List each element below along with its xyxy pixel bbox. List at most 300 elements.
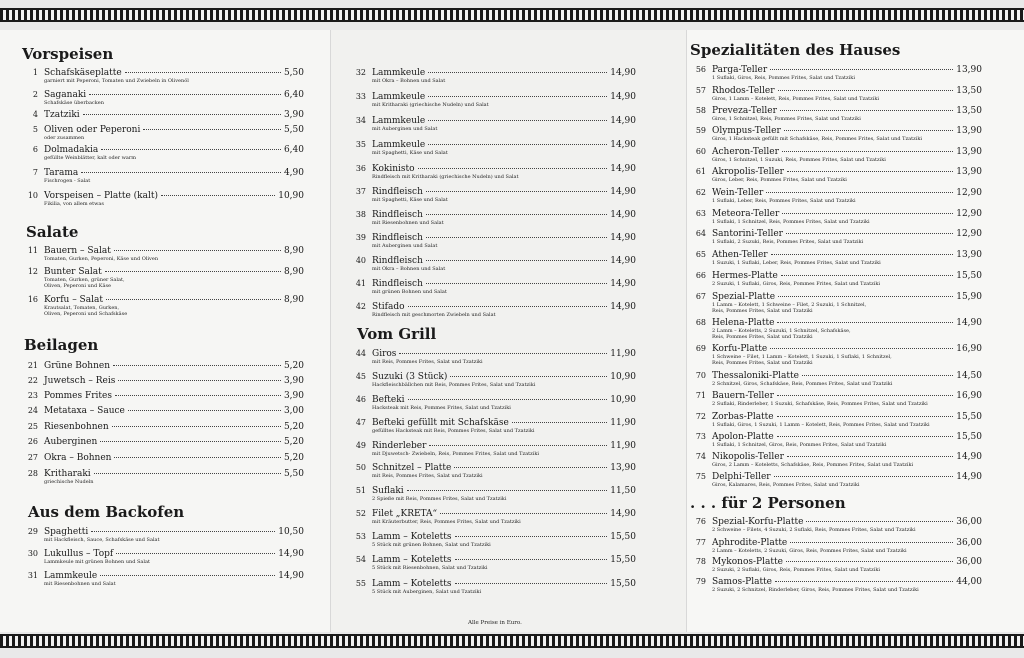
item-description: Reis, Pommes Frites, Salat und Tzatziki <box>712 308 813 314</box>
menu-item <box>350 140 636 156</box>
leader-dots <box>782 212 953 214</box>
item-number: 69 <box>695 344 706 353</box>
menu-item <box>690 391 982 407</box>
item-number: 41 <box>355 279 366 288</box>
item-description: mit Kräuterbutter, Reis, Pommes Frites, Salat und Tzatziki <box>372 519 521 525</box>
item-description: mit Riesenbohnen und Salat <box>372 220 444 226</box>
item-price: 14,90 <box>610 187 636 197</box>
menu-item <box>22 110 304 120</box>
item-name: Lukullus – Topf <box>44 549 114 559</box>
menu-item <box>690 271 982 287</box>
item-price: 13,50 <box>956 106 982 116</box>
section-title: Salate <box>26 223 79 241</box>
leader-dots <box>426 213 607 215</box>
item-name: Meteora-Teller <box>712 209 780 219</box>
menu-item <box>22 295 304 317</box>
menu-item <box>350 92 636 108</box>
item-number: 23 <box>27 391 38 400</box>
leader-dots <box>786 232 953 234</box>
item-number: 26 <box>27 437 38 446</box>
menu-item <box>690 147 982 163</box>
item-name: Lammkeule <box>372 116 426 126</box>
leader-dots <box>81 171 281 173</box>
leader-dots <box>125 71 281 73</box>
item-description: Giros, Leber, Reis, Pommes Frites, Salat und Tzatziki <box>712 177 847 183</box>
leader-dots <box>426 259 607 261</box>
item-description: 2 Suzuki, 2 Schnitzel, Rinderleber, Giros, Reis, Pommes Frites, Salat und Tzatziki <box>712 587 919 593</box>
item-description: 1 Suflaki, Giros, 1 Suzuki, 1 Lamm – Kotelett, Reis, Pommes Frites, Salat und Tzatziki <box>712 422 930 428</box>
item-description: Giros, 1 Lamm – Kotelett, Reis, Pommes Frites, Salat und Tzatziki <box>712 96 879 102</box>
leader-dots <box>426 190 607 192</box>
item-name: Metataxa – Sauce <box>44 406 125 416</box>
item-price: 14,90 <box>278 549 304 559</box>
item-description: mit Okra – Bohnen und Salat <box>372 78 446 84</box>
item-number: 42 <box>355 302 366 311</box>
item-name: Lamm – Koteletts <box>372 532 452 542</box>
item-description: mit Reis, Pommes Frites, Salat und Tzatziki <box>372 359 483 365</box>
leader-dots <box>426 282 607 284</box>
leader-dots <box>781 274 953 276</box>
item-number: 12 <box>27 267 38 276</box>
item-name: Oliven oder Peperoni <box>44 125 141 135</box>
item-description: mit Riesenbohnen und Salat <box>44 581 116 587</box>
menu-item <box>350 372 636 388</box>
leader-dots <box>455 582 608 584</box>
item-name: Parga-Teller <box>712 65 768 75</box>
item-price: 13,90 <box>956 126 982 136</box>
item-number: 77 <box>695 538 706 547</box>
item-description: Tomaten, Gurken, Peperoni, Käse und Oliven <box>44 256 159 262</box>
item-name: Lamm – Koteletts <box>372 555 452 565</box>
item-description: gefüllte Weinblätter, kalt oder warm <box>44 155 137 161</box>
menu-item <box>690 106 982 122</box>
item-description: 5 Stück mit Riesenbohnen, Salat und Tzatziki <box>372 565 488 571</box>
item-number: 63 <box>695 209 706 218</box>
item-number: 62 <box>695 188 706 197</box>
item-price: 3,00 <box>283 406 304 416</box>
item-description: griechische Nudeln <box>44 479 94 485</box>
item-price: 13,90 <box>610 463 636 473</box>
leader-dots <box>112 425 281 427</box>
item-price: 36,00 <box>956 557 982 567</box>
menu-item <box>350 395 636 411</box>
item-price: 15,50 <box>956 271 982 281</box>
menu-item <box>690 538 982 554</box>
item-description: Oliven, Peperoni und Käse <box>44 283 112 289</box>
item-price: 5,50 <box>283 125 304 135</box>
item-price: 36,00 <box>956 517 982 527</box>
item-description: mit Hackfleisch, Sauce, Schafskäse und Salat <box>44 537 160 543</box>
item-price: 14,90 <box>956 472 982 482</box>
leader-dots <box>408 398 608 400</box>
item-name: Kokinisto <box>372 164 415 174</box>
menu-item <box>22 246 304 262</box>
menu-item <box>22 549 304 565</box>
item-name: Acheron-Teller <box>712 147 779 157</box>
item-description: mit Auberginen und Salat <box>372 243 438 249</box>
item-description: Giros, Kalamares, Reis, Pommes Frites, Salat und Tzatziki <box>712 482 860 488</box>
item-name: Rindfleisch <box>372 233 423 243</box>
leader-dots <box>786 560 953 562</box>
leader-dots <box>429 444 607 446</box>
menu-item <box>690 472 982 488</box>
item-price: 5,50 <box>283 469 304 479</box>
leader-dots <box>116 552 275 554</box>
item-price: 15,50 <box>956 412 982 422</box>
leader-dots <box>418 167 608 169</box>
item-name: Rindfleisch <box>372 279 423 289</box>
menu-item <box>350 279 636 295</box>
item-number: 79 <box>695 577 706 586</box>
menu-item <box>690 432 982 448</box>
menu-item <box>22 267 304 289</box>
item-price: 10,90 <box>610 395 636 405</box>
item-price: 13,90 <box>956 250 982 260</box>
item-name: Bauern-Teller <box>712 391 774 401</box>
item-number: 73 <box>695 432 706 441</box>
item-name: Rindfleisch <box>372 210 423 220</box>
item-description: mit Spaghetti, Käse und Salat <box>372 197 448 203</box>
item-price: 6,40 <box>283 90 304 100</box>
leader-dots <box>106 298 281 300</box>
item-number: 31 <box>27 571 38 580</box>
menu-item <box>22 422 304 432</box>
item-description: 2 Schweine – Filets, 4 Suzuki, 2 Suflaki, Reis, Pommes Frites, Salat und Tzatziki <box>712 527 916 533</box>
item-price: 13,90 <box>956 65 982 75</box>
item-description: 1 Lamm – Kotelett, 1 Schweine – Filet, 2 Suzuki, 1 Schnitzel, <box>712 302 867 308</box>
item-price: 3,90 <box>283 391 304 401</box>
item-price: 11,50 <box>610 486 636 496</box>
leader-dots <box>777 321 953 323</box>
item-price: 14,90 <box>610 279 636 289</box>
leader-dots <box>428 95 607 97</box>
item-price: 5,20 <box>283 361 304 371</box>
item-price: 3,90 <box>283 376 304 386</box>
item-number: 22 <box>27 376 38 385</box>
item-number: 21 <box>27 361 38 370</box>
item-price: 12,90 <box>956 209 982 219</box>
menu-item <box>350 532 636 548</box>
menu-item <box>690 557 982 573</box>
leader-dots <box>89 93 281 95</box>
item-description: oder zusammen <box>44 135 85 141</box>
item-number: 5 <box>32 125 38 134</box>
item-description: 2 Schnitzel, Giros, Schafskäse, Reis, Pommes Frites, Salat und Tzatziki <box>712 381 893 387</box>
item-price: 14,90 <box>278 571 304 581</box>
leader-dots <box>83 113 281 115</box>
item-name: Spaghetti <box>44 527 89 537</box>
item-number: 68 <box>695 318 706 327</box>
leader-dots <box>100 440 281 442</box>
item-name: Tarama <box>44 168 79 178</box>
item-price: 4,90 <box>283 168 304 178</box>
menu-item <box>350 418 636 434</box>
leader-dots <box>408 305 608 307</box>
item-price: 5,20 <box>283 422 304 432</box>
item-description: 2 Suzuki, 2 Suflaki, Giros, Reis, Pommes Frites, Salat und Tzatziki <box>712 567 881 573</box>
item-name: Okra – Bohnen <box>44 453 112 463</box>
leader-dots <box>777 415 954 417</box>
menu-item <box>350 210 636 226</box>
item-price: 8,90 <box>283 267 304 277</box>
item-description: gefülltes Hacksteak mit Reis, Pommes Frites, Salat und Tzatziki <box>372 428 535 434</box>
item-price: 11,90 <box>610 349 636 359</box>
item-description: Giros, 1 Schnitzel, 1 Suzuki, Reis, Pommes Frites, Salat und Tzatziki <box>712 157 886 163</box>
menu-item <box>690 167 982 183</box>
menu-item <box>22 68 304 84</box>
item-price: 12,90 <box>956 188 982 198</box>
item-description: Hacksteak mit Reis, Pommes Frites, Salat und Tzatziki <box>372 405 511 411</box>
item-description: Fischrogen - Salat <box>44 178 91 184</box>
item-price: 15,50 <box>610 579 636 589</box>
item-name: Nikopolis-Teller <box>712 452 784 462</box>
item-name: Riesenbohnen <box>44 422 109 432</box>
item-number: 38 <box>355 210 366 219</box>
item-name: Wein-Teller <box>712 188 764 198</box>
menu-item <box>690 250 982 266</box>
leader-dots <box>100 574 275 576</box>
item-price: 3,90 <box>283 110 304 120</box>
item-price: 14,90 <box>610 256 636 266</box>
item-number: 27 <box>27 453 38 462</box>
greek-key-border-bottom <box>0 634 1024 648</box>
item-price: 6,40 <box>283 145 304 155</box>
leader-dots <box>399 352 607 354</box>
item-name: Bunter Salat <box>44 267 102 277</box>
item-number: 28 <box>27 469 38 478</box>
item-price: 15,50 <box>610 555 636 565</box>
item-name: Spezial-Platte <box>712 292 776 302</box>
leader-dots <box>778 89 954 91</box>
leader-dots <box>512 421 607 423</box>
item-name: Vorspeisen – Platte (kalt) <box>44 191 158 201</box>
item-number: 51 <box>355 486 366 495</box>
item-description: Lammkeule mit grünen Bohnen und Salat <box>44 559 150 565</box>
leader-dots <box>428 143 607 145</box>
item-number: 34 <box>355 116 366 125</box>
item-description: Schafskäse überbacken <box>44 100 104 106</box>
item-number: 61 <box>695 167 706 176</box>
item-description: 1 Suflaki, Leber, Reis, Pommes Frites, Salat und Tzatziki <box>712 198 856 204</box>
item-number: 16 <box>27 295 38 304</box>
menu-item <box>690 126 982 142</box>
item-number: 65 <box>695 250 706 259</box>
leader-dots <box>407 489 608 491</box>
menu-item <box>350 256 636 272</box>
leader-dots <box>118 379 281 381</box>
item-name: Akropolis-Teller <box>712 167 784 177</box>
item-price: 14,90 <box>610 68 636 78</box>
leader-dots <box>780 109 953 111</box>
item-description: 1 Schweine – Filet, 1 Lamm – Kotelett, 1 Suzuki, 1 Suflaki, 1 Schnitzel, <box>712 354 892 360</box>
item-name: Kritharaki <box>44 469 91 479</box>
item-name: Korfu-Platte <box>712 344 768 354</box>
item-name: Dolmadakia <box>44 145 99 155</box>
item-description: mit Reis, Pommes Frites, Salat und Tzatziki <box>372 473 483 479</box>
item-number: 66 <box>695 271 706 280</box>
item-name: Schnitzel – Platte <box>372 463 452 473</box>
item-name: Delphi-Teller <box>712 472 771 482</box>
item-description: mit Djuwetsch- Zwiebeln, Reis, Pommes Frites, Salat und Tzatziki <box>372 451 539 457</box>
item-number: 45 <box>355 372 366 381</box>
section-title: Spezialitäten des Hauses <box>690 41 901 59</box>
item-name: Rindfleisch <box>372 187 423 197</box>
menu-item <box>22 191 304 207</box>
greek-key-border-top <box>0 8 1024 22</box>
item-number: 29 <box>27 527 38 536</box>
item-price: 13,50 <box>956 86 982 96</box>
item-price: 14,90 <box>610 302 636 312</box>
menu-item <box>690 292 982 314</box>
leader-dots <box>766 191 953 193</box>
item-number: 49 <box>355 441 366 450</box>
item-number: 39 <box>355 233 366 242</box>
item-name: Preveza-Teller <box>712 106 777 116</box>
item-name: Santorini-Teller <box>712 229 783 239</box>
item-name: Giros <box>372 349 397 359</box>
menu-item <box>690 209 982 225</box>
leader-dots <box>454 466 607 468</box>
menu-item <box>350 579 636 595</box>
item-price: 5,50 <box>283 68 304 78</box>
item-name: Apolon-Platte <box>712 432 774 442</box>
item-price: 10,90 <box>610 372 636 382</box>
item-price: 14,90 <box>956 318 982 328</box>
section-title: Aus dem Backofen <box>28 503 185 521</box>
item-description: 1 Suflaki, Giros, Reis, Pommes Frites, Salat und Tzatziki <box>712 75 855 81</box>
item-price: 36,00 <box>956 538 982 548</box>
item-number: 40 <box>355 256 366 265</box>
item-number: 78 <box>695 557 706 566</box>
item-number: 6 <box>32 145 38 154</box>
menu-item <box>690 371 982 387</box>
item-description: garniert mit Peperoni, Tomaten und Zwiebeln in Olivenöl <box>44 78 189 84</box>
item-name: Spezial-Korfu-Platte <box>712 517 804 527</box>
item-price: 13,90 <box>956 167 982 177</box>
item-description: 2 Lamm – Koteletts, 2 Suzuki, Giros, Reis, Pommes Frites, Salat und Tzatziki <box>712 548 907 554</box>
item-number: 32 <box>355 68 366 77</box>
item-number: 33 <box>355 92 366 101</box>
item-price: 14,90 <box>610 210 636 220</box>
item-name: Schafskäseplatte <box>44 68 122 78</box>
item-price: 8,90 <box>283 246 304 256</box>
item-description: mit grünen Bohnen und Salat <box>372 289 447 295</box>
menu-item <box>22 406 304 416</box>
item-name: Stifado <box>372 302 405 312</box>
leader-dots <box>787 455 953 457</box>
item-price: 12,90 <box>956 229 982 239</box>
item-number: 30 <box>27 549 38 558</box>
item-description: Rindfleisch mit Kritharaki (griechische Nudeln) und Salat <box>372 174 519 180</box>
leader-dots <box>787 170 953 172</box>
item-name: Tzatziki <box>44 110 80 120</box>
item-name: Lammkeule <box>372 68 426 78</box>
menu-item <box>690 318 982 340</box>
item-price: 5,20 <box>283 437 304 447</box>
item-name: Befteki gefüllt mit Schafskäse <box>372 418 509 428</box>
item-description: Krautsalat, Tomaten, Gurken, <box>44 305 120 311</box>
item-description: 1 Suflaki, 2 Suzuki, Reis, Pommes Frites, Salat und Tzatziki <box>712 239 864 245</box>
item-number: 25 <box>27 422 38 431</box>
item-name: Lammkeule <box>372 140 426 150</box>
leader-dots <box>777 394 953 396</box>
menu-item <box>690 577 982 593</box>
item-description: 2 Lamm – Koteletts, 2 Suzuki, 1 Schnitzel, Schafskäse, <box>712 328 851 334</box>
item-price: 14,90 <box>610 140 636 150</box>
item-price: 16,90 <box>956 344 982 354</box>
item-number: 37 <box>355 187 366 196</box>
item-number: 54 <box>355 555 366 564</box>
item-number: 70 <box>695 371 706 380</box>
item-price: 13,90 <box>956 147 982 157</box>
leader-dots <box>143 128 281 130</box>
menu-item <box>690 452 982 468</box>
menu-item <box>350 187 636 203</box>
item-price: 10,50 <box>278 527 304 537</box>
menu-item <box>690 188 982 204</box>
menu-item <box>22 391 304 401</box>
leader-dots <box>440 512 607 514</box>
item-description: 2 Spieße mit Reis, Pommes Frites, Salat und Tzatziki <box>372 496 507 502</box>
menu-item <box>22 571 304 587</box>
item-description: mit Spaghetti, Käse und Salat <box>372 150 448 156</box>
menu-item <box>22 125 304 141</box>
menu-item <box>22 168 304 184</box>
leader-dots <box>782 150 953 152</box>
leader-dots <box>774 475 954 477</box>
item-price: 14,90 <box>610 116 636 126</box>
leader-dots <box>775 580 953 582</box>
item-name: Olympus-Teller <box>712 126 781 136</box>
item-name: Juwetsch – Reis <box>44 376 116 386</box>
item-name: Zorbas-Platte <box>712 412 774 422</box>
item-description: Reis, Pommes Frites, Salat und Tzatziki <box>712 360 813 366</box>
menu-item <box>22 527 304 543</box>
item-number: 2 <box>32 90 38 99</box>
item-name: Grüne Bohnen <box>44 361 111 371</box>
menu-item <box>22 376 304 386</box>
item-description: mit Kritharaki (griechische Nudeln) und Salat <box>372 102 489 108</box>
menu-item <box>690 517 982 533</box>
menu-item <box>350 486 636 502</box>
item-number: 35 <box>355 140 366 149</box>
item-price: 16,90 <box>956 391 982 401</box>
item-price: 14,90 <box>610 509 636 519</box>
item-description: 1 Suflaki, 1 Schnitzel, Giros, Reis, Pommes Frites, Salat und Tzatziki <box>712 442 887 448</box>
item-name: Bauern – Salat <box>44 246 111 256</box>
leader-dots <box>450 375 607 377</box>
menu-item <box>350 349 636 365</box>
item-name: Rinderleber <box>372 441 427 451</box>
item-name: Pommes Frites <box>44 391 112 401</box>
menu-item <box>22 453 304 463</box>
item-number: 46 <box>355 395 366 404</box>
item-name: Saganaki <box>44 90 87 100</box>
leader-dots <box>455 535 608 537</box>
item-name: Samos-Platte <box>712 577 773 587</box>
menu-item <box>690 65 982 81</box>
item-description: 1 Suzuki, 1 Suflaki, Leber, Reis, Pommes Frites, Salat und Tzatziki <box>712 260 881 266</box>
item-name: Filet „KRETA“ <box>372 509 438 519</box>
leader-dots <box>777 435 954 437</box>
item-number: 60 <box>695 147 706 156</box>
item-description: Tomaten, Gurken, grüner Salat, <box>44 277 125 283</box>
menu-item <box>22 469 304 485</box>
price-note: Alle Preise in Euro. <box>468 620 522 626</box>
item-description: Hackfleischbällchen mit Reis, Pommes Frites, Salat und Tzatziki <box>372 382 536 388</box>
section-title: Vorspeisen <box>22 45 114 63</box>
item-number: 59 <box>695 126 706 135</box>
